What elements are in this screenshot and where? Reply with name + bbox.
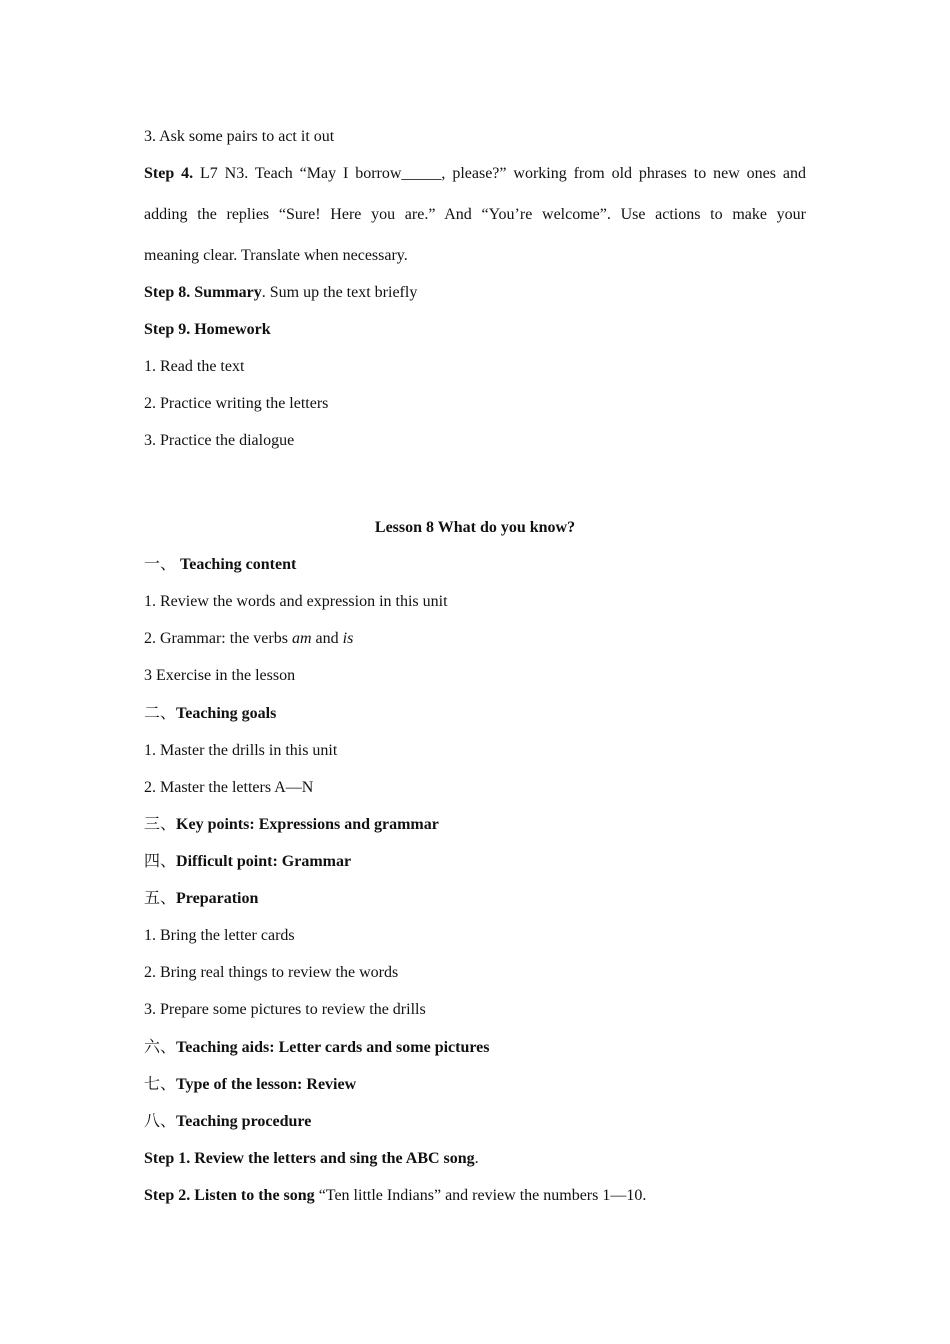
text-span: . bbox=[474, 1150, 479, 1167]
section-label: Preparation bbox=[176, 890, 259, 907]
verb-am: am bbox=[291, 630, 312, 647]
lesson-title bbox=[0, 518, 950, 538]
section-label: Teaching goals bbox=[176, 705, 277, 722]
step-label: Step 9. Homework bbox=[144, 321, 271, 338]
section-heading bbox=[144, 815, 439, 835]
section-number: 二、 bbox=[144, 705, 177, 722]
section-label: Teaching procedure bbox=[176, 1113, 312, 1130]
step-label: Step 2. Listen to the song bbox=[144, 1187, 315, 1204]
text-span: and bbox=[311, 630, 343, 647]
step4-line bbox=[144, 164, 806, 184]
list-item: 3. Prepare some pictures to review the drills bbox=[144, 1001, 426, 1018]
step1-line bbox=[144, 1149, 479, 1169]
section-label: Difficult point: Grammar bbox=[176, 853, 352, 870]
section-heading bbox=[144, 1112, 311, 1132]
list-item: 3. Practice the dialogue bbox=[144, 432, 295, 449]
step-label: Step 1. Review the letters and sing the ABC song bbox=[144, 1150, 475, 1167]
text-span: . Sum up the text briefly bbox=[261, 284, 418, 301]
section-number: 四、 bbox=[144, 853, 177, 870]
grammar-line bbox=[144, 629, 353, 649]
section-label: Teaching aids: Letter cards and some pictures bbox=[176, 1039, 490, 1056]
step-label: Step 4. bbox=[144, 165, 194, 182]
section-heading bbox=[144, 1075, 356, 1095]
verb-is: is bbox=[342, 630, 354, 647]
list-item: 3 Exercise in the lesson bbox=[144, 667, 296, 684]
section-number: 七、 bbox=[144, 1076, 177, 1093]
list-item: 2. Practice writing the letters bbox=[144, 395, 329, 412]
text-line: meaning clear. Translate when necessary. bbox=[144, 247, 408, 264]
step-label: Step 8. Summary bbox=[144, 284, 262, 301]
text-line: 3. Ask some pairs to act it out bbox=[144, 128, 335, 145]
list-item: 1. Bring the letter cards bbox=[144, 927, 295, 944]
step8-line bbox=[144, 283, 417, 303]
list-item: 1. Master the drills in this unit bbox=[144, 742, 338, 759]
section-label: Key points: Expressions and grammar bbox=[176, 816, 439, 833]
section-label: Type of the lesson: Review bbox=[176, 1076, 357, 1093]
list-item: 1. Read the text bbox=[144, 358, 245, 375]
text-span: 2. Grammar: the verbs bbox=[144, 630, 292, 647]
section-number: 五、 bbox=[144, 890, 177, 907]
section-heading bbox=[144, 1038, 490, 1058]
section-label: Teaching content bbox=[176, 556, 297, 573]
lesson-title-text: Lesson 8 What do you know? bbox=[374, 519, 576, 536]
list-item: 1. Review the words and expression in this unit bbox=[144, 593, 448, 610]
section-number: 六、 bbox=[144, 1039, 177, 1056]
list-item: 2. Bring real things to review the words bbox=[144, 964, 399, 981]
section-heading bbox=[144, 852, 351, 872]
text-span: “Ten little Indians” and review the numbers 1—10. bbox=[314, 1187, 647, 1204]
section-number: 一、 bbox=[144, 556, 177, 573]
section-heading bbox=[144, 555, 296, 575]
section-number: 三、 bbox=[144, 816, 177, 833]
text-line: adding the replies “Sure! Here you are.” And “You’re welcome”. Use actions to make your bbox=[144, 206, 806, 223]
list-item: 2. Master the letters A—N bbox=[144, 779, 314, 796]
step2-line bbox=[144, 1186, 646, 1206]
text-span: L7 N3. Teach “May I borrow_____, please?” working from old phrases to new ones and bbox=[193, 165, 806, 182]
section-heading bbox=[144, 889, 258, 909]
step9-line bbox=[144, 320, 271, 340]
section-number: 八、 bbox=[144, 1113, 177, 1130]
section-heading bbox=[144, 704, 276, 724]
